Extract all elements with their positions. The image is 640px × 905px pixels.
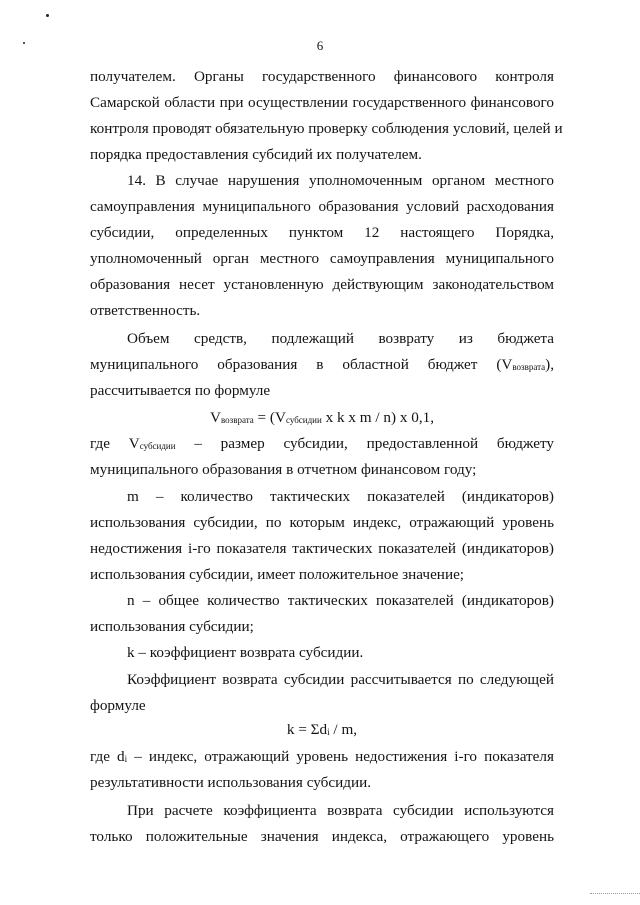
text-fragment: – индекс, отражающий уровень недостижения i-го показателя [127,748,554,765]
text-line: использования субсидии, имеет положительное значение; [90,566,465,583]
subscript: возврата [512,362,546,372]
text-line: ответственность. [90,302,201,319]
text-line: уполномоченный орган местного самоуправления муниципального [90,250,554,267]
text-fragment: где V [90,435,140,452]
scan-edge-mark [590,893,640,895]
text-line [90,435,554,455]
text-fragment: где d [90,748,125,765]
scan-speck [46,14,49,17]
text-line: получателем. Органы государственного финансового контроля [90,68,554,85]
subscript: возврата [220,415,254,425]
formula-k [90,721,554,741]
text-line [90,356,554,376]
text-line: n – общее количество тактических показателей (индикаторов) [127,592,554,609]
subscript: i [124,754,128,764]
text-line: недостижения i-го показателя тактических показателей (индикаторов) [90,540,554,557]
text-line: образования несет установленную действующим законодательством [90,276,554,293]
text-line: m – количество тактических показателей (индикаторов) [127,488,554,505]
text-line: k – коэффициент возврата субсидии. [127,644,364,661]
text-fragment: муниципального образования в областной бюджет (V [90,356,513,373]
text-line: Самарской области при осуществлении государственного финансового [90,94,554,111]
text-line: рассчитывается по формуле [90,382,271,399]
paragraph-14-start: 14. В случае нарушения уполномоченным органом местного [127,172,554,189]
formula-part: = (V [253,409,286,426]
text-line: субсидии, определенных пунктом 12 настоящего Порядка, [90,224,554,241]
text-line: муниципального образования в отчетном финансовом году; [90,461,477,478]
formula-part: x k x m / n) x 0,1, [321,409,435,426]
subscript: субсидии [285,415,322,425]
text-line: самоуправления муниципального образования условий расходования [90,198,554,215]
formula-part: / m, [329,721,358,738]
text-fragment: – размер субсидии, предоставленной бюджету [175,435,554,452]
text-line: порядка предоставления субсидий их получателем. [90,146,422,163]
text-line: формуле [90,697,146,714]
text-fragment: ), [545,356,554,373]
text-line [90,748,554,768]
text-line: только положительные значения индекса, отражающего уровень [90,828,554,845]
text-line: При расчете коэффициента возврата субсидии используются [127,802,554,819]
text-line: использования субсидии, по которым индекс, отражающий уровень [90,514,554,531]
text-line: Коэффициент возврата субсидии рассчитывается по следующей [127,671,554,688]
subscript: субсидии [139,441,176,451]
text-line: результативности использования субсидии. [90,774,372,791]
text-line: Объем средств, подлежащий возврату из бюджета [127,330,554,347]
page-number: 6 [316,38,324,53]
formula-part: V [209,409,221,426]
text-line: использования субсидии; [90,618,254,635]
text-line: контроля проводят обязательную проверку соблюдения условий, целей и [90,120,563,137]
formula-part: k = Σd [286,721,328,738]
subscript: i [327,727,330,737]
formula-v-return [90,409,554,429]
